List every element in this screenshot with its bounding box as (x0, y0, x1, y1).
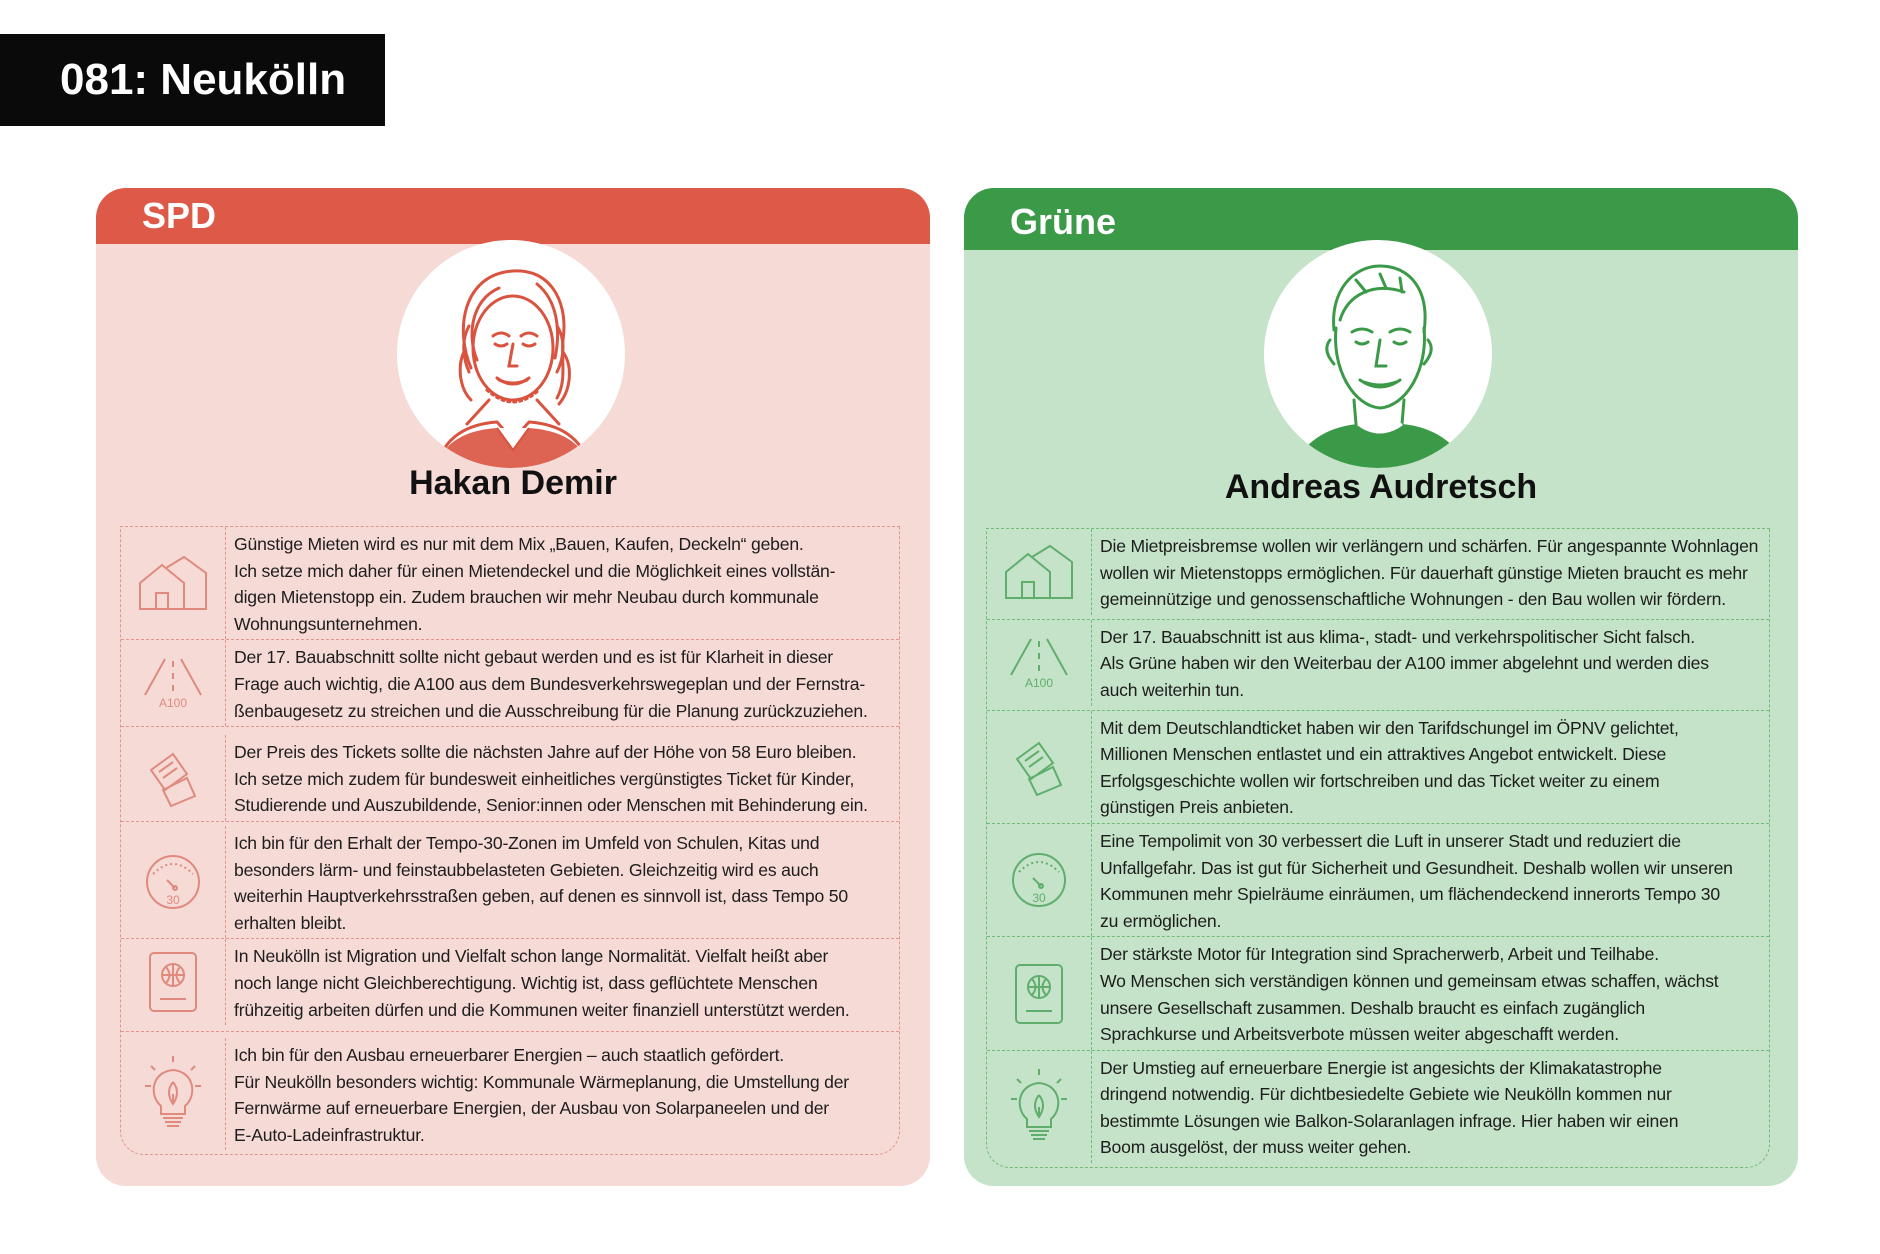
text-line: zu ermöglichen. (1100, 910, 1222, 931)
topic-row-highway (987, 620, 1769, 711)
text-line: Der Preis des Tickets sollte die nächsten Jahre auf der Höhe von 58 Euro bleiben. (234, 742, 857, 763)
icon-label: 30 (1032, 891, 1046, 906)
candidate-name: Hakan Demir (409, 464, 617, 502)
text-line: digen Mietenstopp ein. Zudem brauchen wir mehr Neubau durch kommunale (234, 587, 819, 608)
speedometer-icon (987, 824, 1092, 936)
topic-row-energy (987, 1051, 1769, 1167)
passport-icon (121, 939, 226, 1025)
text-line: Kommunen mehr Spielräume einräumen, um flächendeckend innerorts Tempo 30 (1100, 884, 1720, 905)
topic-row-migration (987, 937, 1769, 1050)
text-line: Der Umstieg auf erneuerbare Energie ist angesichts der Klimakatastrophe (1100, 1057, 1662, 1078)
text-line: wollen wir Mietenstopps ermöglichen. Für dauerhaft günstige Mieten braucht es mehr (1100, 562, 1748, 583)
party-name: SPD (142, 195, 217, 236)
icon-label: A100 (158, 696, 188, 711)
position-text (226, 527, 899, 639)
passport-icon (987, 937, 1092, 1049)
position-text (226, 939, 899, 1025)
text-line: Der stärkste Motor für Integration sind Spracherwerb, Arbeit und Teilhabe. (1100, 944, 1659, 965)
text-line: Wo Menschen sich verständigen können und gemeinsam etwas schaffen, wächst (1100, 970, 1719, 991)
position-text (1092, 711, 1769, 823)
speedometer-icon (121, 826, 226, 938)
text-line: Eine Tempolimit von 30 verbessert die Luft in unserer Stadt und reduziert die (1100, 830, 1681, 851)
candidate-portrait (1264, 240, 1492, 468)
text-line: auch weiterhin tun. (1100, 679, 1244, 700)
topic-row-housing (987, 529, 1769, 620)
position-text (1092, 620, 1769, 706)
topic-row-migration (121, 939, 899, 1032)
text-line: günstigen Preis anbieten. (1100, 797, 1294, 818)
party-name: Grüne (1010, 201, 1117, 242)
highway-icon (121, 640, 226, 726)
page-title: 081: Neukölln (0, 34, 385, 126)
house-icon (121, 527, 226, 639)
text-line: besonders lärm- und feinstaubbelasteten Gebieten. Gleichzeitig wird es auch (234, 859, 819, 880)
text-line: gemeinnützige und genossenschaftliche Wohnungen - den Bau wollen wir fördern. (1100, 589, 1726, 610)
text-line: bestimmte Lösungen wie Balkon-Solaranlagen infrage. Hier haben wir einen (1100, 1110, 1679, 1131)
text-line: Die Mietpreisbremse wollen wir verlängern und schärfen. Für angespannte Wohnlagen (1100, 536, 1759, 556)
lightbulb-icon (987, 1051, 1092, 1163)
icon-label: A100 (1024, 675, 1054, 690)
topic-row-speed (987, 824, 1769, 937)
position-text (1092, 824, 1769, 936)
candidate-card-spd (96, 188, 930, 1186)
positions-table (986, 528, 1770, 1168)
position-text (226, 735, 899, 821)
text-line: Erfolgsgeschichte wollen wir fortschreiben und das Ticket weiter zu einem (1100, 770, 1660, 791)
position-text (1092, 937, 1769, 1049)
text-line: frühzeitig arbeiten dürfen und die Kommunen weiter finanziell unterstützt werden. (234, 999, 850, 1020)
topic-row-highway (121, 640, 899, 727)
text-line: noch lange nicht Gleichberechtigung. Wichtig ist, dass geflüchtete Menschen (234, 972, 818, 993)
position-text (226, 826, 899, 938)
text-line: Fernwärme auf erneuerbare Energien, der Ausbau von Solarpaneelen und der (234, 1098, 829, 1119)
text-line: Ich bin für den Ausbau erneuerbarer Energien – auch staatlich gefördert. (234, 1045, 784, 1066)
text-line: Günstige Mieten wird es nur mit dem Mix „Bauen, Kaufen, Deckeln“ geben. (234, 534, 804, 554)
text-line: ßenbaugesetz zu streichen und die Ausschreibung für die Planung zurückzuziehen. (234, 700, 868, 721)
text-line: Als Grüne haben wir den Weiterbau der A100 immer abgelehnt und werden dies (1100, 653, 1709, 674)
text-line: Wohnungsunternehmen. (234, 613, 423, 634)
candidate-name: Andreas Audretsch (1224, 468, 1538, 506)
text-line: Der 17. Bauabschnitt sollte nicht gebaut werden und es ist für Klarheit in dieser (234, 647, 833, 668)
text-line: Studierende und Auszubildende, Senior:innen oder Menschen mit Behinderung ein. (234, 795, 868, 816)
topic-row-ticket (121, 727, 899, 822)
ticket-icon (121, 735, 226, 821)
text-line: Ich bin für den Erhalt der Tempo-30-Zonen im Umfeld von Schulen, Kitas und (234, 832, 820, 853)
portrait-illustration-icon (1264, 240, 1492, 468)
text-line: In Neukölln ist Migration und Vielfalt schon lange Normalität. Vielfalt heißt aber (234, 946, 829, 967)
position-text (226, 1038, 899, 1150)
position-text (1092, 1051, 1769, 1163)
position-text (1092, 529, 1769, 615)
positions-table (120, 526, 900, 1155)
text-line: dringend notwendig. Für dichtbesiedelte Gebiete wie Neukölln kommen nur (1100, 1084, 1672, 1105)
text-line: weiterhin Hauptverkehrsstraßen geben, auf denen es sinnvoll ist, dass Tempo 50 (234, 886, 848, 907)
lightbulb-icon (121, 1038, 226, 1150)
text-line: Der 17. Bauabschnitt ist aus klima-, stadt- und verkehrspolitischer Sicht falsch. (1100, 626, 1695, 647)
text-line: Mit dem Deutschlandticket haben wir den Tarifdschungel im ÖPNV gelichtet, (1100, 717, 1679, 738)
position-text (226, 640, 899, 726)
candidate-card-gruene (964, 188, 1798, 1186)
party-header (96, 188, 930, 244)
text-line: Frage auch wichtig, die A100 aus dem Bundesverkehrswegeplan und der Fernstra- (234, 673, 866, 694)
text-line: erhalten bleibt. (234, 912, 347, 933)
house-icon (987, 529, 1092, 615)
topic-row-energy (121, 1032, 899, 1154)
topic-row-ticket (987, 711, 1769, 824)
text-line: Unfallgefahr. Das ist gut für Sicherheit und Gesundheit. Deshalb wollen wir unseren (1100, 857, 1733, 878)
icon-label: 30 (166, 893, 180, 908)
candidate-portrait (397, 240, 625, 468)
text-line: Millionen Menschen entlastet und ein attraktives Angebot entwickelt. Diese (1100, 744, 1667, 765)
text-line: unsere Gesellschaft zusammen. Deshalb braucht es einfach zugänglich (1100, 997, 1646, 1018)
text-line: Ich setze mich zudem für bundesweit einheitliches vergünstigtes Ticket für Kinder, (234, 768, 855, 789)
text-line: Für Neukölln besonders wichtig: Kommunale Wärmeplanung, die Umstellung der (234, 1071, 849, 1092)
text-line: Ich setze mich daher für einen Mietendeckel und die Möglichkeit eines vollstän- (234, 560, 836, 581)
ticket-icon (987, 711, 1092, 823)
text-line: E-Auto-Ladeinfrastruktur. (234, 1124, 425, 1145)
topic-row-housing (121, 527, 899, 640)
text-line: Boom ausgelöst, der muss weiter gehen. (1100, 1137, 1412, 1158)
portrait-illustration-icon (397, 240, 625, 468)
highway-icon (987, 620, 1092, 706)
text-line: Sprachkurse und Arbeitsverbote müssen weiter abgeschafft werden. (1100, 1024, 1619, 1045)
topic-row-speed (121, 822, 899, 939)
